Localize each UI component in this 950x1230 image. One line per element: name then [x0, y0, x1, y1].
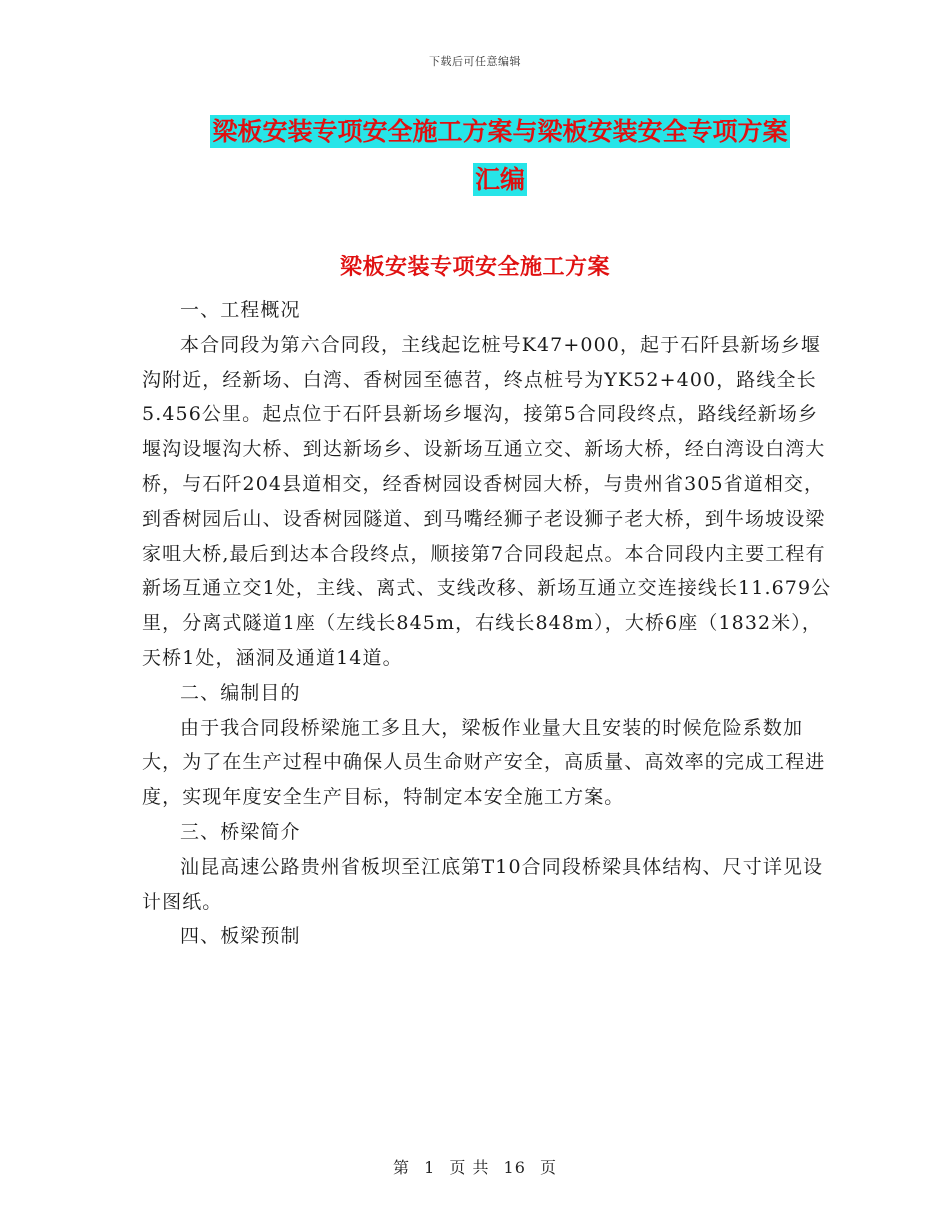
footer-page-total: 16 — [503, 1158, 526, 1177]
header-note: 下载后可任意编辑 — [429, 55, 521, 68]
document-title-line2: 汇编 — [474, 165, 525, 194]
footer-page-number: 1 — [424, 1158, 436, 1177]
document-title — [130, 108, 870, 204]
page-footer — [0, 1155, 950, 1178]
document-title-line1: 梁板安装专项安全施工方案与梁板安装安全专项方案 — [212, 117, 788, 146]
heading-slab-prefab: 四、板梁预制 — [180, 925, 301, 948]
heading-bridge-intro: 三、桥梁简介 — [180, 820, 301, 843]
document-body — [142, 293, 832, 954]
section-title: 梁板安装专项安全施工方案 — [339, 254, 610, 280]
footer-page-prefix: 第 — [392, 1158, 410, 1177]
paragraph-project-overview: 本合同段为第六合同段，主线起讫桩号K47+000，起于石阡县新场乡堰沟附近，经新场、白湾、香树园至德苕，终点桩号为YK52+400，路线全长5.456公里。起点位于石阡县新场乡堰沟，接第5合同段终点，路线经新场乡堰沟设堰沟大桥、到达新场乡、设新场互通立交、新场大桥，经白湾设白湾大桥，与石阡204县道相交，经香树园设香树园大桥，与贵州省305省道相交，到香树园后山、设香树园隧道、到马嘴经狮子老设狮子老大桥，到牛场坡设梁家咀大桥,最后到达本合段终点，顺接第7合同段起点。本合同段内主要工程有新场互通立交1处，主线、离式、支线改移、新场互通立交连接线长11.679公里，分离式隧道1座（左线长845m，右线长848m），大桥6座（1832米），天桥1处，涵洞及通道14道。 — [142, 333, 832, 669]
heading-purpose: 二、编制目的 — [180, 681, 301, 704]
paragraph-purpose: 由于我合同段桥梁施工多且大，梁板作业量大且安装的时候危险系数加大，为了在生产过程中确保人员生命财产安全，高质量、高效率的完成工程进度，实现年度安全生产目标，特制定本安全施工方案。 — [142, 716, 826, 809]
paragraph-bridge-intro: 汕昆高速公路贵州省板坝至江底第T10合同段桥梁具体结构、尺寸详见设计图纸。 — [142, 855, 824, 913]
footer-page-suffix: 页 — [540, 1158, 558, 1177]
heading-project-overview: 一、工程概况 — [180, 299, 301, 321]
footer-page-mid: 页 共 — [449, 1158, 490, 1177]
